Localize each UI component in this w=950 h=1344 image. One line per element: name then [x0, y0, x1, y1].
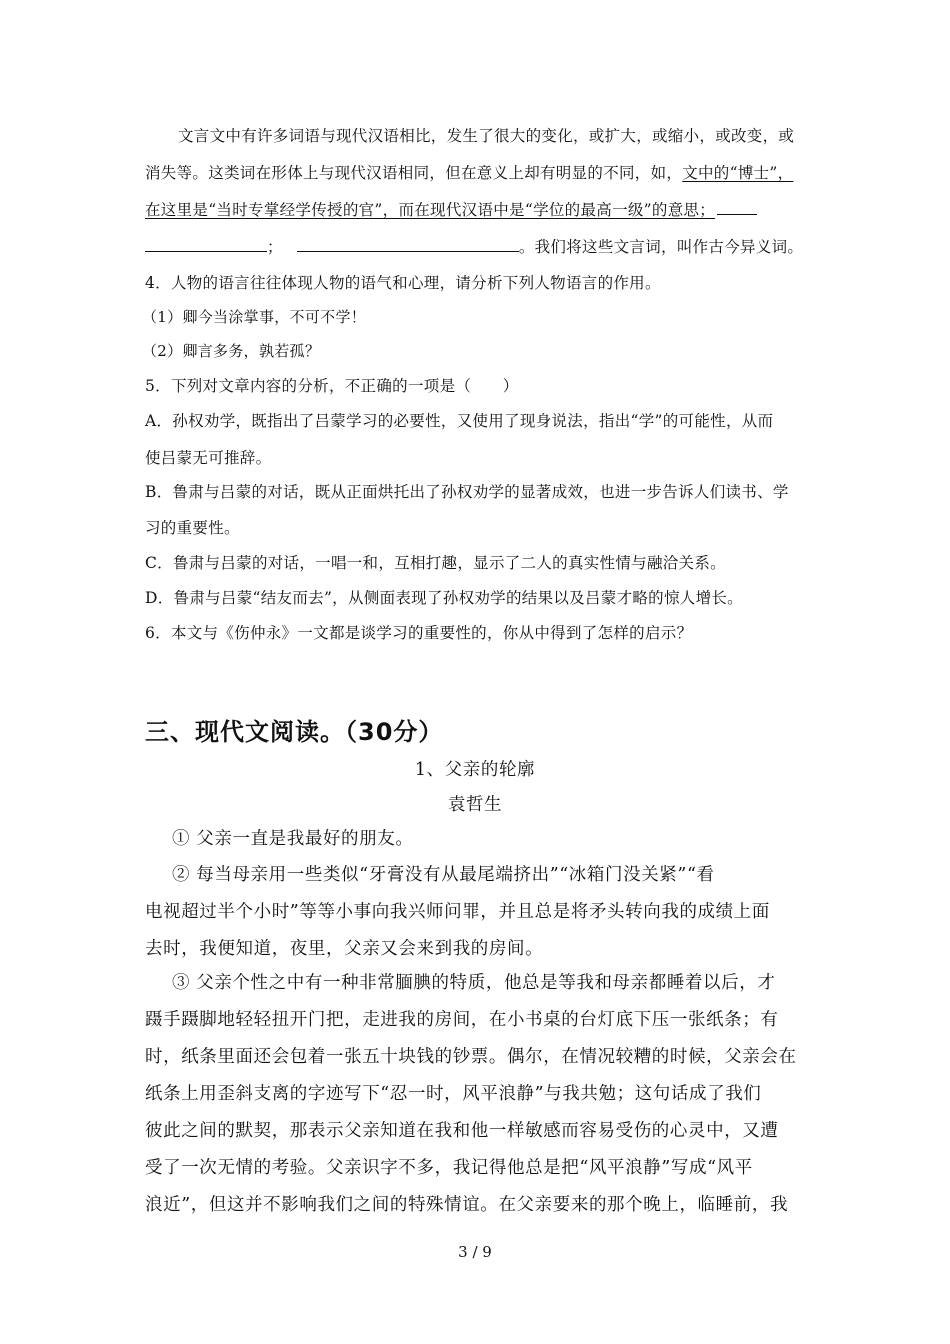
- intro-line-1: 文言文中有许多词语与现代汉语相比，发生了很大的变化，或扩大，或缩小，或改变，或: [178, 127, 795, 145]
- answer-blank-3[interactable]: [297, 237, 519, 252]
- underlined-example-end: 在这里是“当时专掌经学传授的官”，而在现代汉语中是“学位的最高一级”的意思；: [145, 201, 716, 219]
- article-paragraph-3-line-6: 受了一次无情的考验。父亲识字不多，我记得他总是把“风平浪静”写成“风平: [145, 1158, 753, 1178]
- article-paragraph-2-line-2: 电视超过半个小时”等等小事向我兴师问罪，并且总是将矛头转向我的成绩上面: [145, 902, 770, 922]
- underlined-example-start: 文中的“博士”，: [682, 164, 794, 182]
- question-4-item-1: （1）卿今当涂掌事，不可不学！: [142, 308, 367, 326]
- blank-separator: ；: [267, 238, 283, 256]
- article-paragraph-3-line-4: 纸条上用歪斜支离的字迹写下“忍一时，风平浪静”与我共勉；这句话成了我们: [145, 1084, 762, 1104]
- article-paragraph-3-line-2: 蹑手蹑脚地轻轻扭开门把，走进我的房间，在小书桌的台灯底下压一张纸条；有: [145, 1010, 779, 1030]
- intro-line-2: [145, 161, 809, 183]
- intro-line-3: [145, 198, 809, 220]
- page-number: 3 / 9: [458, 1243, 492, 1261]
- intro-line-2-text: 消失等。这类词在形体上与现代汉语相同，但在意义上却有明显的不同，如，: [145, 164, 683, 182]
- question-4-stem: 4．人物的语言往往体现人物的语气和心理，请分析下列人物语言的作用。: [145, 274, 661, 292]
- article-title: 1、父亲的轮廓: [414, 760, 536, 780]
- intro-line-4-text: 。我们将这些文言词，叫作古今异义词。: [518, 238, 804, 256]
- article-paragraph-3-line-7: 浪近”，但这并不影响我们之间的特殊情谊。在父亲要来的那个晚上，临睡前，我: [145, 1195, 789, 1215]
- answer-blank-1[interactable]: [717, 200, 757, 215]
- article-paragraph-2-line-3: 去时，我便知道，夜里，父亲又会来到我的房间。: [145, 939, 544, 959]
- question-5-stem: 5．下列对文章内容的分析，不正确的一项是（ ）: [145, 377, 519, 395]
- question-4-item-2: （2）卿言多务，孰若孤？: [142, 342, 321, 360]
- option-c: C．鲁肃与吕蒙的对话，一唱一和，互相打趣，显示了二人的真实性情与融洽关系。: [145, 554, 726, 572]
- article-paragraph-3-line-3: 时，纸条里面还会包着一张五十块钱的钞票。偶尔，在情况较糟的时候，父亲会在: [145, 1047, 797, 1067]
- option-a-line-2: 使吕蒙无可推辞。: [145, 449, 272, 467]
- article-paragraph-3-line-1: ③ 父亲个性之中有一种非常腼腆的特质，他总是等我和母亲都睡着以后，才: [172, 973, 776, 993]
- section-heading: 三、现代文阅读。（30分）: [145, 718, 444, 746]
- answer-blank-2[interactable]: [145, 237, 267, 252]
- option-b-line-1: B．鲁肃与吕蒙的对话，既从正面烘托出了孙权劝学的显著成效，也进一步告诉人们读书、学: [145, 483, 789, 501]
- article-paragraph-1: ① 父亲一直是我最好的朋友。: [172, 829, 414, 849]
- article-paragraph-3-line-5: 彼此之间的默契，那表示父亲知道在我和他一样敏感而容易受伤的心灵中，又遭: [145, 1121, 779, 1141]
- article-paragraph-2-line-1: ② 每当母亲用一些类似“牙膏没有从最尾端挤出”“冰箱门没关紧”“看: [172, 865, 715, 885]
- intro-line-4: [145, 235, 803, 257]
- question-6-stem: 6．本文与《伤仲永》一文都是谈学习的重要性的，你从中得到了怎样的启示？: [145, 624, 693, 642]
- article-author: 袁哲生: [447, 795, 503, 815]
- option-d: D．鲁肃与吕蒙“结友而去”，从侧面表现了孙权劝学的结果以及吕蒙才略的惊人增长。: [145, 589, 743, 607]
- option-b-line-2: 习的重要性。: [145, 519, 240, 537]
- option-a-line-1: A．孙权劝学，既指出了吕蒙学习的必要性，又使用了现身说法，指出“学”的可能性，从而: [145, 412, 774, 430]
